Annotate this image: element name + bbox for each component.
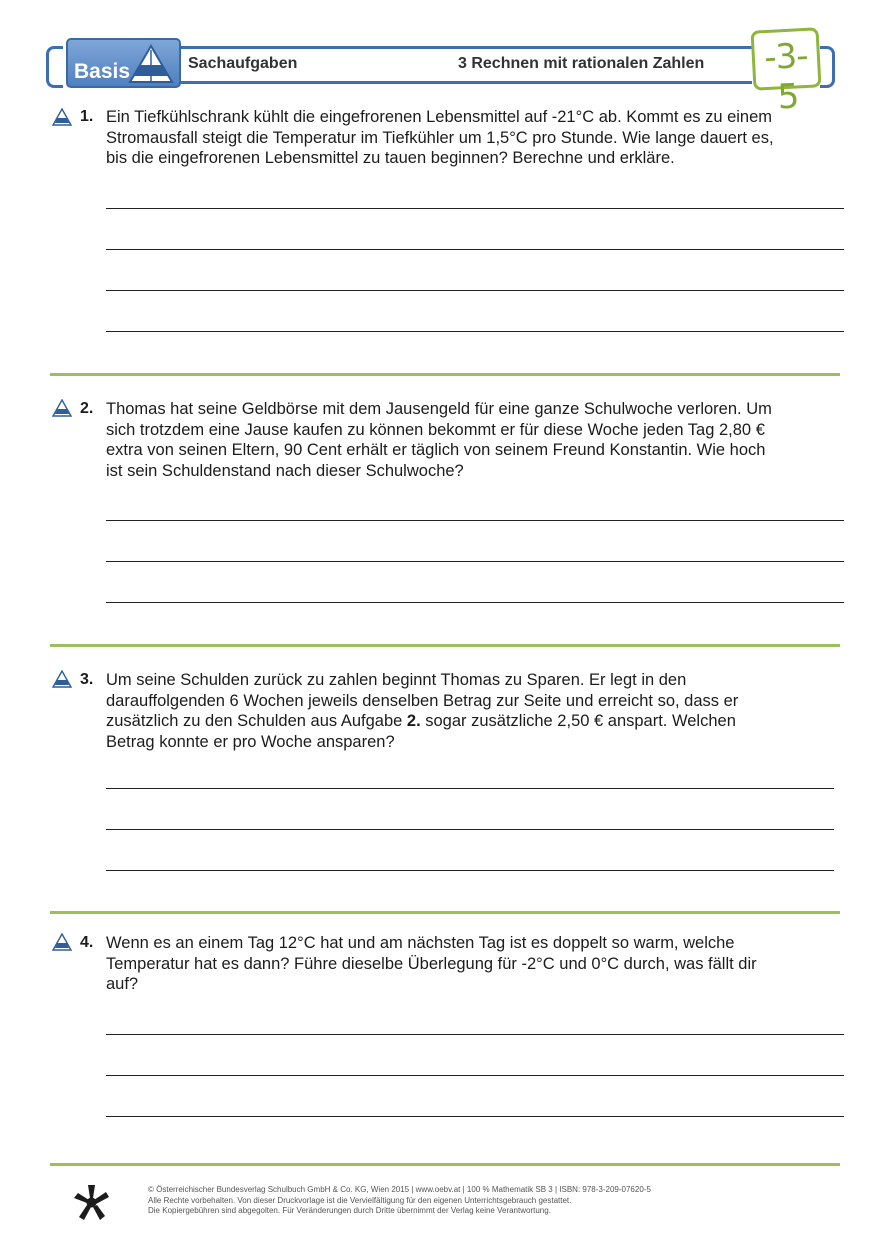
task-3-text xyxy=(106,670,846,752)
task-text-line: Thomas hat seine Geldbörse mit dem Jausengeld für eine ganze Schulwoche verloren. Um xyxy=(106,400,772,418)
footer-line: © Österreichischer Bundesverlag Schulbuch GmbH & Co. KG, Wien 2015 | www.oebv.at | 100 % Mathematik SB 3 | ISBN: 978-3-209-07620-5 xyxy=(148,1185,651,1194)
task-4-text xyxy=(106,933,846,995)
task-number: 4. xyxy=(80,934,94,951)
task-text-line: Stromausfall steigt die Temperatur im Tiefkühler um 1,5°C pro Stunde. Wie lange dauert es, xyxy=(106,128,774,147)
level-basis-icon xyxy=(52,399,72,417)
footer-line: Alle Rechte vorbehalten. Von dieser Druckvorlage ist die Vervielfältigung für den eigenen Unterrichtsgebrauch gestattet. xyxy=(148,1195,572,1205)
answer-line[interactable] xyxy=(106,561,844,562)
task-text-line: Betrag konnte er pro Woche ansparen? xyxy=(106,732,395,751)
answer-line[interactable] xyxy=(106,1116,844,1117)
section-divider xyxy=(50,644,840,647)
header-bracket-right xyxy=(820,46,835,88)
task-1-text xyxy=(106,107,846,169)
level-basis-icon xyxy=(52,108,72,126)
level-basis-icon xyxy=(52,670,72,688)
section-divider xyxy=(50,373,840,376)
task-text-line: extra von seinen Eltern, 90 Cent erhält er täglich von seinem Freund Konstantin. Wie hoch xyxy=(106,441,766,459)
task-text-line: sich trotzdem eine Jause kaufen zu können bekommt er für diese Woche jeden Tag 2,80 € xyxy=(106,420,765,439)
task-text-line: Wenn es an einem Tag 12°C hat und am nächsten Tag ist es doppelt so warm, welche xyxy=(106,934,735,952)
header-rule-top xyxy=(180,46,752,49)
level-basis-icon xyxy=(52,933,72,951)
task-text-line: auf? xyxy=(106,975,139,993)
task-number: 1. xyxy=(80,108,94,125)
copyright-notice xyxy=(148,1185,651,1217)
header-bracket-left xyxy=(46,46,63,88)
footer-line: Die Kopiergebühren sind abgegolten. Für Veränderungen durch Dritte übernimmt der Verlag keine Verantwortung. xyxy=(148,1206,551,1215)
header-rule-bottom xyxy=(180,81,752,84)
section-divider xyxy=(50,1163,840,1166)
chapter-title: 3 Rechnen mit rationalen Zahlen xyxy=(458,55,705,72)
task-text-line xyxy=(106,711,846,732)
answer-line[interactable] xyxy=(106,1034,844,1035)
task-number: 3. xyxy=(80,671,94,688)
page-number: -3-5 xyxy=(763,35,809,118)
task-text-line: bis die eingefrorenen Lebensmittel zu tauen beginnen? Berechne und erkläre. xyxy=(106,149,675,167)
answer-line[interactable] xyxy=(106,829,834,830)
page-number-badge xyxy=(750,27,821,118)
answer-line[interactable] xyxy=(106,249,844,250)
worksheet-topic: Sachaufgaben xyxy=(188,55,298,72)
task-number: 2. xyxy=(80,400,94,417)
level-label: Basis xyxy=(74,60,131,83)
answer-line[interactable] xyxy=(106,208,844,209)
task-2-text xyxy=(106,399,846,481)
section-divider xyxy=(50,911,840,914)
pyramid-icon xyxy=(128,44,174,84)
task-text-line: ist sein Schuldenstand nach dieser Schulwoche? xyxy=(106,461,464,480)
answer-line[interactable] xyxy=(106,520,844,521)
publisher-logo-icon xyxy=(72,1183,110,1223)
task-text-line: Um seine Schulden zurück zu zahlen beginnt Thomas zu Sparen. Er legt in den xyxy=(106,671,687,689)
answer-line[interactable] xyxy=(106,1075,844,1076)
task-text-line: Ein Tiefkühlschrank kühlt die eingefrorenen Lebensmittel auf -21°C ab. Kommt es zu einem xyxy=(106,108,773,126)
answer-line[interactable] xyxy=(106,788,834,789)
task-text-line: Temperatur hat es dann? Führe dieselbe Überlegung für -2°C und 0°C durch, was fällt dir xyxy=(106,954,757,973)
answer-line[interactable] xyxy=(106,602,844,603)
task-text-line: darauffolgenden 6 Wochen jeweils denselben Betrag zur Seite und erreicht so, dass er xyxy=(106,691,739,710)
task-reference: 2. xyxy=(406,712,421,730)
answer-line[interactable] xyxy=(106,870,834,871)
task-text-fragment: zusätzlich zu den Schulden aus Aufgabe xyxy=(106,712,407,730)
answer-line[interactable] xyxy=(106,290,844,291)
answer-line[interactable] xyxy=(106,331,844,332)
task-text-fragment: sogar zusätzliche 2,50 € anspart. Welchen xyxy=(420,712,736,730)
